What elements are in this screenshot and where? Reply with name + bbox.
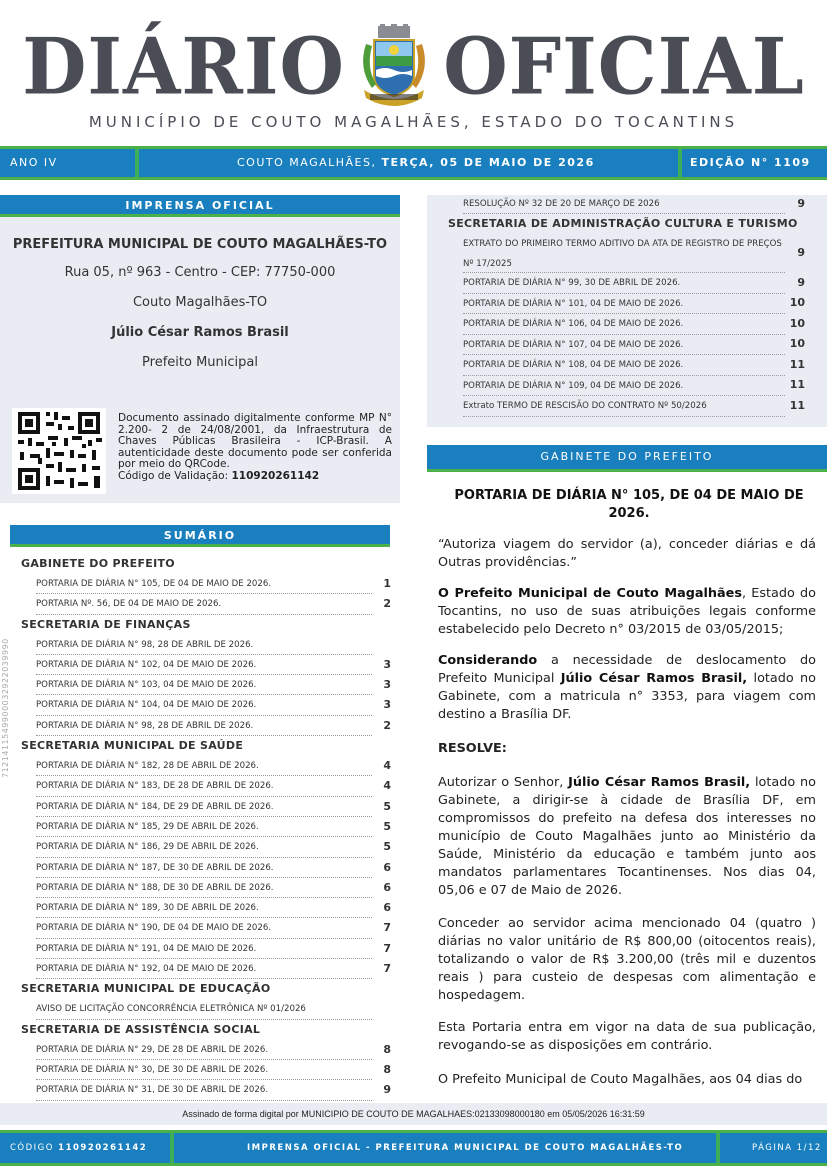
sumario-item-label: RESOLUÇÃO Nº 32 DE 20 DE MARÇO DE 2026 [463,199,660,209]
bar-divider [716,1133,720,1163]
municipal-coat-of-arms-icon [356,24,432,110]
sumario-item-label: PORTARIA DE DIÁRIA N° 189, 30 DE ABRIL DE 2026. [36,903,259,914]
article-paragraph [438,585,816,639]
sumario-group-title: SECRETARIA MUNICIPAL DE EDUCAÇÃO [21,982,271,996]
sumario-item-label: PORTARIA DE DIÁRIA N° 108, 04 DE MAIO DE 2026. [463,360,684,370]
sumario-item[interactable] [463,314,805,335]
sumario-item-page: 7 [383,962,391,976]
sumario-item-label: PORTARIA DE DIÁRIA N° 103, 04 DE MAIO DE 2026. [36,680,257,691]
sumario-item-page: 7 [383,941,391,955]
sumario-item-page: 4 [383,779,391,793]
article-bold-text: Considerando [438,653,538,668]
sumario-item-page: 8 [383,1042,391,1056]
footer-code [10,1133,147,1163]
sumario-item[interactable] [36,878,391,898]
sumario-item-page: 10 [789,296,805,310]
sumario-item-label: PORTARIA DE DIÁRIA N° 109, 04 DE MAIO DE 2026. [463,380,684,391]
sumario-item-label: PORTARIA DE DIÁRIA N° 182, 28 DE ABRIL DE 2026. [36,761,259,772]
validation-label: Código de Validação: [118,469,229,482]
page-number: PÁGINA 1/12 [752,1143,822,1153]
article-text: a necessidade de deslocamento do Prefeito Municipal [438,653,816,686]
sumario-item-page: 9 [797,275,805,289]
footer-bar [0,1130,827,1166]
prefeitura-address: Rua 05, nº 963 - Centro - CEP: 77750-000 [64,265,336,280]
sumario-item-page: 11 [789,357,805,371]
sumario-item-page: 2 [383,597,391,611]
sumario-item[interactable] [463,294,805,315]
article-paragraph: “Autoriza viagem do servidor (a), conceder diárias e dá Outras providências.” [438,537,816,570]
sumario-item[interactable] [36,756,391,776]
article-resolve: RESOLVE: [438,741,507,756]
sumario-item-page: 7 [383,921,391,935]
title-left-word: DIÁRIO [22,21,345,113]
imprensa-oficial-box [0,195,400,503]
sumario-item[interactable] [36,695,391,715]
article-bold-text: Júlio César Ramos Brasil, [560,671,748,686]
sumario-item-page: 4 [383,759,391,773]
sumario-item[interactable] [36,817,391,837]
sumario-item[interactable] [36,999,372,1019]
sumario-item-page: 2 [383,718,391,732]
sumario-item[interactable] [36,574,391,594]
sumario-item[interactable] [36,898,391,918]
sumario-item-label: PORTARIA DE DIÁRIA N° 31, DE 30 DE ABRIL DE 2026. [36,1085,269,1096]
sumario-item-label: PORTARIA DE DIÁRIA N° 187, DE 30 DE ABRIL DE 2026. [36,862,274,873]
sumario-item-page: 10 [789,316,805,330]
sumario-item-label: PORTARIA DE DIÁRIA N° 30, DE 30 DE ABRIL DE 2026. [36,1064,269,1075]
sumario-item-label: PORTARIA DE DIÁRIA N° 186, 29 DE ABRIL DE 2026. [36,842,259,853]
sumario-item-label: PORTARIA DE DIÁRIA N° 105, DE 04 DE MAIO DE 2026. [36,579,272,589]
edition-city: COUTO MAGALHÃES, [237,156,377,169]
article-paragraph [438,652,816,724]
article-paragraph: Esta Portaria entra em vigor na data de sua publicação, revogando-se as disposições em contrário. [438,1020,816,1053]
sumario-item[interactable] [36,716,391,736]
sumario-item[interactable] [36,837,391,857]
footer-code-value: 110920261142 [58,1143,148,1153]
sumario-item-label: PORTARIA DE DIÁRIA N° 191, 04 DE MAIO DE 2026. [36,943,257,954]
sumario-item-page: 1 [383,577,391,590]
sumario-item[interactable] [463,396,805,417]
digital-signature-line: Assinado de forma digital por MUNICIPIO DE COUTO DE MAGALHAES:02133098000180 em 05/05/2026 16:31:59 [0,1103,827,1125]
edition-info-bar [0,146,827,180]
year-label: ANO IV [10,156,58,169]
article-paragraph: Conceder ao servidor acima mencionado 04 (quatro ) diárias no valor unitário de R$ 800,00 (oitocentos reais), totalizando o valor de R$ 3.200,00 (três mil e duzentos reais ) para custeio de despesas com alimentação e hospedagem. [438,916,816,1003]
sumario-item-label: PORTARIA DE DIÁRIA N° 192, 04 DE MAIO DE 2026. [36,964,257,975]
sumario-item-label: PORTARIA DE DIÁRIA N° 107, 04 DE MAIO DE 2026. [463,339,684,350]
article-text: , Estado do Tocantins, no uso de suas atribuições legais conforme estabelecido pelo Decreto n° 03/2015 de 03/05/2015; [438,586,816,637]
sumario-item[interactable] [36,1080,391,1100]
sumario-item-label: PORTARIA DE DIÁRIA N° 190, DE 04 DE MAIO DE 2026. [36,923,272,934]
validation-code: 110920261142 [231,469,320,482]
signature-text: Documento assinado digitalmente conforme MP N° 2.200- 2 de 24/08/2001, da Infraestrutura de Chaves Públicas Brasileira - ICP-Brasil. A autenticidade deste documento pode ser conferida por meio do QRCode. [118,412,392,470]
sumario-item-page: 11 [789,378,805,392]
sumario-item[interactable] [36,918,391,938]
sumario-item-page: 5 [383,819,391,833]
sumario-item-label: PORTARIA DE DIÁRIA N° 102, 04 DE MAIO DE 2026. [36,659,257,670]
sumario-item-page: 11 [789,398,805,412]
sumario-item[interactable] [36,635,372,655]
article-text: lotado no Gabinete, a dirigir-se à cidade de Brasília DF, em compromissos do prefeito na defesa dos interesses no município de Couto Magalhães junto ao Ministério da Saúde, Ministério da educação e também junto aos mandatos parlamentares Tocantinenses. Nos dias 04, 05,06 e 07 de Maio de 2026. [438,775,816,898]
sumario-item-label: PORTARIA Nº. 56, DE 04 DE MAIO DE 2026. [36,599,222,610]
sumario-item-page: 8 [383,1062,391,1076]
sumario-item-page: 3 [383,698,391,712]
sumario-header: SUMÁRIO [10,525,390,547]
sumario-group-title: GABINETE DO PREFEITO [21,557,175,570]
sumario-item[interactable] [36,675,391,695]
sumario-item-label: EXTRATO DO PRIMEIRO TERMO ADITIVO DA ATA DE REGISTRO DE PREÇOS Nº 17/2025 [463,239,782,269]
sumario-item-label: PORTARIA DE DIÁRIA N° 106, 04 DE MAIO DE 2026. [463,319,684,329]
sumario-item-page: 10 [789,337,805,351]
sumario-item-page: 3 [383,678,391,692]
sumario-item-label: PORTARIA DE DIÁRIA N° 188, DE 30 DE ABRIL DE 2026. [36,882,274,893]
sumario-item-label: PORTARIA DE DIÁRIA N° 185, 29 DE ABRIL DE 2026. [36,821,259,832]
footer-code-label: CÓDIGO [10,1143,54,1153]
sumario-item-label: PORTARIA DE DIÁRIA N° 183, DE 28 DE ABRIL DE 2026. [36,781,274,792]
sumario-item-page: 5 [383,799,391,813]
imprensa-header: IMPRENSA OFICIAL [0,195,400,217]
masthead-title [0,22,827,112]
sumario-group-title: SECRETARIA DE FINANÇAS [21,617,191,631]
sumario-item-page: 6 [383,880,391,894]
sumario-item-label: PORTARIA DE DIÁRIA N° 98, 28 DE ABRIL DE 2026. [36,639,254,650]
bar-divider [135,149,139,177]
sumario-item[interactable] [36,858,391,878]
gabinete-section-header: GABINETE DO PREFEITO [427,445,827,472]
side-verification-code: 7121411549900032922039990 [1,638,10,778]
sumario-item-label: PORTARIA DE DIÁRIA N° 104, 04 DE MAIO DE 2026. [36,700,257,711]
article-text: Autorizar o Senhor, [438,775,569,790]
sumario-item-page: 6 [383,901,391,915]
sumario-item-page: 9 [797,246,805,259]
footer-title: IMPRENSA OFICIAL - PREFEITURA MUNICIPAL DE COUTO MAGALHÃES-TO [247,1143,684,1153]
sumario-item-label: PORTARIA DE DIÁRIA N° 101, 04 DE MAIO DE 2026. [463,298,684,309]
sumario-item[interactable] [36,1040,391,1060]
sumario-item-label: PORTARIA DE DIÁRIA N° 99, 30 DE ABRIL DE 2026. [463,278,681,288]
sumario-item[interactable] [36,959,391,979]
article-text: lotado no Gabinete, com a matricula n° 3353, para viagem com destino a Brasília DF. [438,671,816,722]
article-paragraph [438,774,816,900]
edition-number: EDIÇÃO N° 1109 [690,156,811,169]
sumario-item[interactable] [36,594,391,614]
sumario-item-page: 5 [383,840,391,854]
article-bold-text: O Prefeito Municipal de Couto Magalhães [438,586,742,601]
article-title: PORTARIA DE DIÁRIA N° 105, DE 04 DE MAIO DE 2026. [454,488,804,521]
sumario-item[interactable] [36,797,391,817]
prefeitura-name: PREFEITURA MUNICIPAL DE COUTO MAGALHÃES-TO [12,237,388,252]
sumario-item[interactable] [36,1060,391,1080]
sumario-item[interactable] [463,234,805,273]
article-paragraph: O Prefeito Municipal de Couto Magalhães, aos 04 dias do [438,1072,803,1087]
sumario-item[interactable] [463,273,805,294]
article-bold-text: Júlio César Ramos Brasil, [568,775,751,790]
masthead [0,0,827,148]
sumario-index [10,525,390,1101]
sumario-item-label: PORTARIA DE DIÁRIA N° 184, DE 29 DE ABRIL DE 2026. [36,801,274,812]
masthead-subtitle: MUNICÍPIO DE COUTO MAGALHÃES, ESTADO DO TOCANTINS [88,113,739,131]
mayor-name: Júlio César Ramos Brasil [111,325,289,340]
mayor-title: Prefeito Municipal [142,355,258,370]
title-right-word: OFICIAL [443,21,805,113]
sumario-group-title: SECRETARIA DE ASSISTÊNCIA SOCIAL [21,1022,261,1036]
sumario-item[interactable] [36,776,391,796]
sumario-item-page: 9 [797,197,805,210]
sumario-group-title: SECRETARIA MUNICIPAL DE SAÚDE [21,739,244,753]
qr-code-icon[interactable] [12,408,106,494]
sumario-item[interactable] [36,939,391,959]
sumario-item-page: 3 [383,657,391,671]
sumario-item[interactable] [463,355,805,376]
sumario-item-label: AVISO DE LICITAÇÃO CONCORRÊNCIA ELETRÔNICA Nº 01/2026 [36,1004,306,1015]
sumario-item[interactable] [463,195,805,214]
sumario-group-title: SECRETARIA DE ADMINISTRAÇÃO CULTURA E TURISMO [448,217,798,230]
prefeitura-city: Couto Magalhães-TO [132,295,268,310]
edition-date [237,149,595,177]
sumario-item-page: 6 [383,860,391,874]
sumario-item[interactable] [463,335,805,356]
edition-day: TERÇA, 05 DE MAIO DE 2026 [381,156,595,169]
digital-signature-notice [118,413,392,482]
sumario-item-label: PORTARIA DE DIÁRIA N° 29, DE 28 DE ABRIL DE 2026. [36,1044,269,1055]
sumario-item[interactable] [36,655,391,675]
bar-divider [170,1133,174,1163]
bar-divider [678,149,682,177]
sumario-item-page: 9 [383,1083,391,1097]
sumario-item-label: Extrato TERMO DE RESCISÃO DO CONTRATO Nº 50/2026 [463,401,707,411]
sumario-item-label: PORTARIA DE DIÁRIA N° 98, 28 DE ABRIL DE 2026. [36,720,254,731]
sumario-item[interactable] [463,376,805,397]
sumario-continuation [427,195,827,427]
